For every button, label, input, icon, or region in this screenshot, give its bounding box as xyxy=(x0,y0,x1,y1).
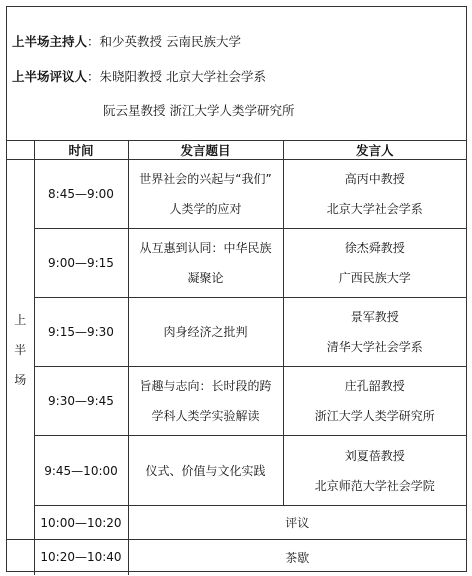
speaker-name: 刘夏蓓教授 xyxy=(344,448,405,463)
time-cell: 8:45—9:00 xyxy=(34,160,128,229)
topic-line: 学科人类学实验解读 xyxy=(151,409,260,423)
commentator-line-2 xyxy=(103,103,294,119)
time-cell: 10:20—10:40 xyxy=(34,540,128,575)
session-char: 场 xyxy=(14,372,27,387)
moderator-line xyxy=(12,34,241,50)
table-header-row xyxy=(7,141,466,160)
speaker-affiliation: 浙江大学人类学研究所 xyxy=(314,409,435,423)
table-row xyxy=(7,506,466,540)
topic-line: 旨趣与志向：长时段的跨 xyxy=(139,379,272,393)
table-row xyxy=(7,540,466,575)
table-row xyxy=(7,229,466,298)
topic-line: 从互惠到认同：中华民族 xyxy=(139,241,272,255)
topic-cell xyxy=(128,229,283,298)
topic-cell xyxy=(128,160,283,229)
topic-line: 人类学的应对 xyxy=(169,202,242,216)
topic-line: 凝聚论 xyxy=(187,271,224,285)
header-blank xyxy=(7,141,34,160)
program-sheet xyxy=(6,6,467,572)
session-char: 上 xyxy=(14,312,27,327)
speaker-cell xyxy=(283,298,466,367)
header-time: 时间 xyxy=(34,141,128,160)
moderator-sep: ： xyxy=(87,34,100,49)
table-row xyxy=(7,298,466,367)
hosts-section xyxy=(7,7,466,141)
speaker-affiliation: 清华大学社会学系 xyxy=(326,340,423,354)
speaker-name: 徐杰舜教授 xyxy=(344,241,405,255)
table-row xyxy=(7,160,466,229)
time-cell: 9:00—9:15 xyxy=(34,229,128,298)
session-blank xyxy=(7,540,34,575)
time-cell: 9:45—10:00 xyxy=(34,436,128,506)
commentator-sep: ： xyxy=(87,69,100,84)
topic-line: 世界社会的兴起与“我们” xyxy=(139,172,272,186)
topic-text xyxy=(139,371,271,431)
break-label: 评议 xyxy=(128,506,466,540)
topic-cell xyxy=(128,436,283,506)
header-topic: 发言题目 xyxy=(128,141,283,160)
session-label xyxy=(7,160,34,540)
speaker-name: 景军教授 xyxy=(350,310,399,324)
commentator-name-1: 朱晓阳教授 北京大学社会学系 xyxy=(99,69,267,84)
speaker-name: 庄孔韶教授 xyxy=(344,379,405,393)
speaker-cell xyxy=(283,436,466,506)
topic-text xyxy=(139,233,271,293)
commentator-name-2: 阮云星教授 浙江大学人类学研究所 xyxy=(103,103,295,118)
topic-cell xyxy=(128,367,283,436)
time-cell: 9:15—9:30 xyxy=(34,298,128,367)
speaker-name: 高丙中教授 xyxy=(344,172,405,186)
speaker-cell xyxy=(283,160,466,229)
break-label: 茶歇 xyxy=(128,540,466,575)
speaker-affiliation: 北京大学社会学系 xyxy=(326,202,423,216)
schedule-table xyxy=(7,141,466,575)
time-cell: 9:30—9:45 xyxy=(34,367,128,436)
speaker-cell xyxy=(283,229,466,298)
header-speaker: 发言人 xyxy=(283,141,466,160)
commentator-role: 上半场评议人 xyxy=(12,69,88,84)
commentator-line xyxy=(12,69,266,85)
topic-text: 仪式、价值与文化实践 xyxy=(145,463,266,478)
topic-text: 肉身经济之批判 xyxy=(163,325,248,339)
session-char: 半 xyxy=(14,342,27,357)
table-row xyxy=(7,436,466,506)
time-cell: 10:00—10:20 xyxy=(34,506,128,540)
moderator-name: 和少英教授 云南民族大学 xyxy=(99,34,242,49)
moderator-role: 上半场主持人 xyxy=(12,34,88,49)
table-row xyxy=(7,367,466,436)
topic-cell xyxy=(128,298,283,367)
speaker-affiliation: 北京师范大学社会学院 xyxy=(314,478,435,493)
topic-text xyxy=(139,164,271,224)
speaker-cell xyxy=(283,367,466,436)
speaker-affiliation: 广西民族大学 xyxy=(338,271,411,285)
